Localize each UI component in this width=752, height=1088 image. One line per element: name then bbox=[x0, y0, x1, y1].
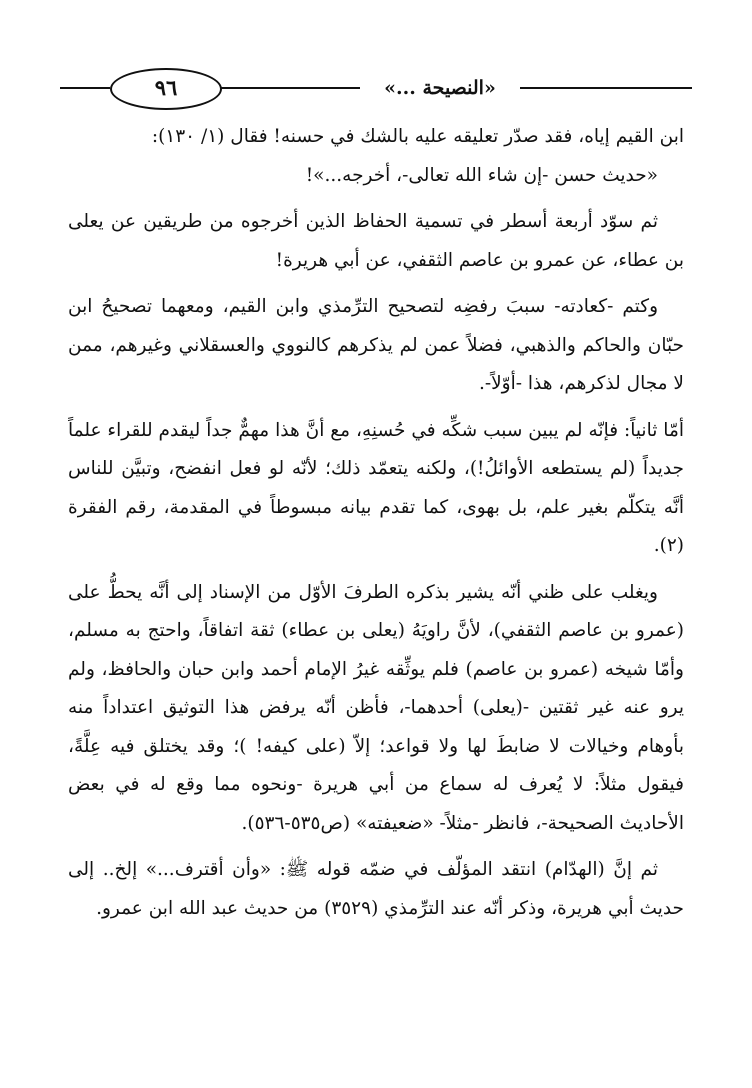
paragraph-2: «حديث حسن -إن شاء الله تعالى-، أخرجه...»! bbox=[305, 164, 658, 186]
paragraph-4: وكتم -كعادته- سببَ رفضِه لتصحيح الترِّمذي وابن القيم، ومعهما تصحيحُ ابن حبّان والحاكم والذهبي، فضلاً عمن لم يذكرهم كالنووي والعسقلاني وغيرهم، ممن لا مجال لذكرهم، هذا -أوّلاً-. bbox=[68, 296, 684, 394]
body-text bbox=[68, 118, 684, 928]
page-number-badge bbox=[110, 68, 220, 108]
running-title: «النصيحة ...» bbox=[384, 77, 496, 99]
paragraph-6: ويغلب على ظني أنّه يشير بذكره الطرفَ الأوّل من الإسناد إلى أنَّه يحطُّ على (عمرو بن عاصم الثقفي)، لأنَّ راويَهُ (يعلى بن عطاء) ثقة اتفاقاً، واحتج به مسلم، وأمّا شيخه (عمرو بن عاصم) فلم يوثِّقه غيرُ الإمام أحمد وابن حبان والحافظ، ولم يرو عنه غير ثقتين -(يعلى) أحدهما-، فأظن أنّه يرفض هذا التوثيق اعتداداً منه بأوهام وخيالات لا ضابطَ لها ولا قواعد؛ إلاّ (على كيفه! )؛ وقد يختلق فيه عِلَّةً، فيقول مثلاً: لا يُعرف له سماع من أبي هريرة -ونحوه مما وقع له في بعض الأحاديث الصحيحة-، فانظر -مثلاً- «ضعيفته» (ص٥٣٥-٥٣٦). bbox=[68, 581, 684, 834]
page-header bbox=[60, 68, 692, 108]
paragraph-1: ابن القيم إياه، فقد صدّر تعليقه عليه بالشك في حسنه! فقال (١/ ١٣٠): bbox=[151, 126, 684, 147]
paragraph-5: أمّا ثانياً: فإنّه لم يبين سبب شكِّه في حُسنِهِ، مع أنَّ هذا مهمٌّ جداً ليقدم للقراء علماً جديداً (لم يستطعه الأوائلُ!)، ولكنه يتعمّد ذلك؛ لأنّه لو فعل انفضح، وتبيَّن للناس أنَّه يتكلّم بغير علم، بل بهوى، كما تقدم بيانه مبسوطاً في المقدمة، رقم الفقرة (٢). bbox=[68, 419, 684, 556]
header-rule-right bbox=[520, 87, 692, 89]
header-rule-middle bbox=[220, 87, 360, 89]
paragraph-7: ثم إنَّ (الهدّام) انتقد المؤلّف في ضمّه قوله ﷺ: «وأن أقترف...» إلخ.. إلى حديث أبي هريرة، وذكر أنّه عند الترِّمذي (٣٥٢٩) من حديث عبد الله ابن عمرو. bbox=[68, 859, 684, 919]
page-number: ٩٦ bbox=[154, 75, 178, 100]
header-rule-left bbox=[60, 87, 110, 89]
paragraph-3: ثم سوّد أربعة أسطر في تسمية الحفاظ الذين أخرجوه من طريقين عن يعلى بن عطاء، عن عمرو بن عاصم الثقفي، عن أبي هريرة! bbox=[68, 211, 684, 271]
